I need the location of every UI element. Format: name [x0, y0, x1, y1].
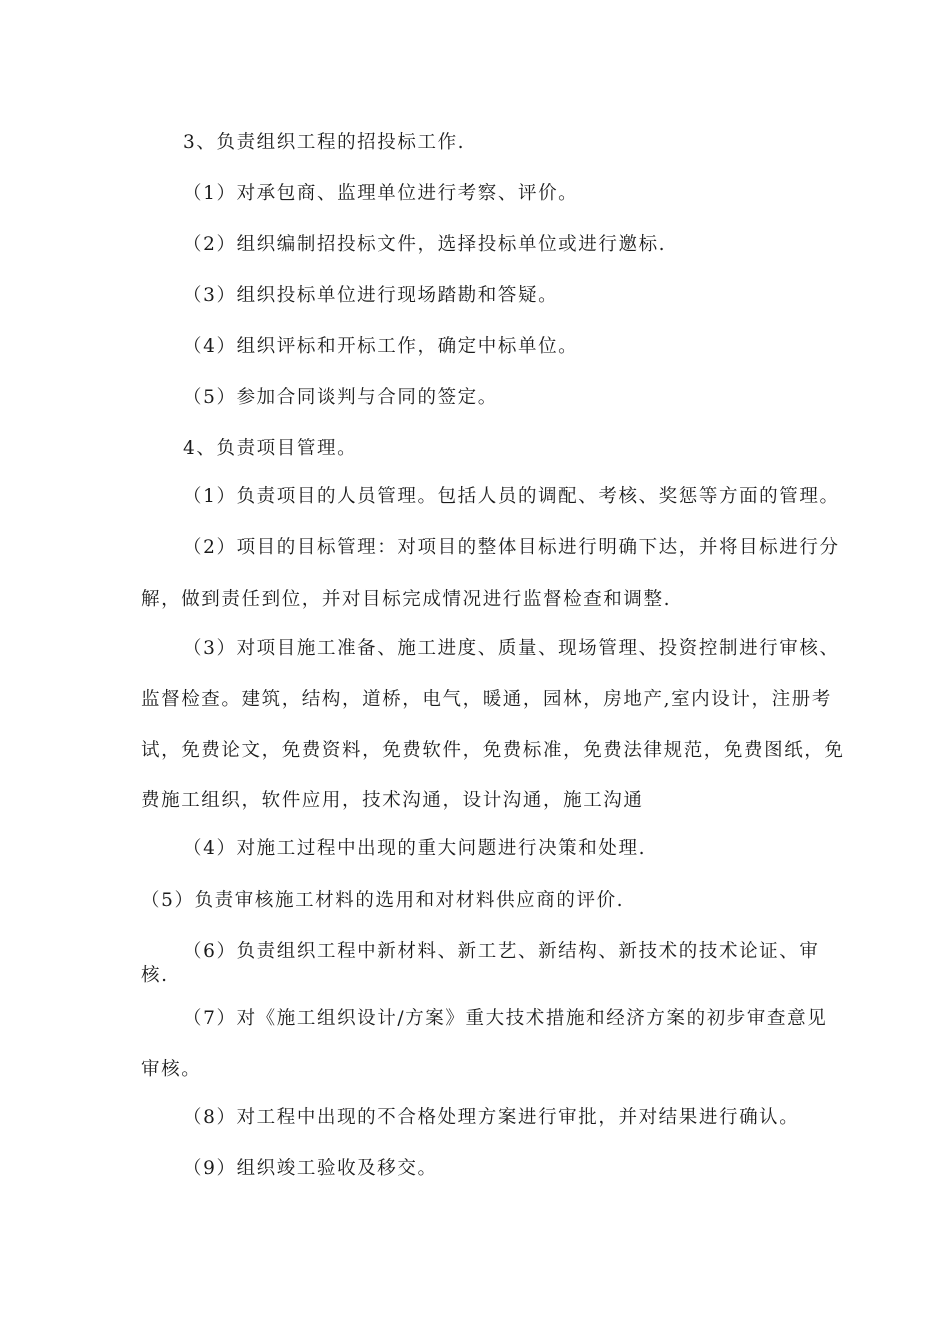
list-item-3-1: （1）对承包商、监理单位进行考察、评价。: [183, 183, 579, 204]
list-item-3-3: （3）组织投标单位进行现场踏勘和答疑。: [183, 285, 559, 306]
list-item-4-6-line-2: 核.: [141, 965, 169, 986]
list-item-4-2-line-1: （2）项目的目标管理：对项目的整体目标进行明确下达，并将目标进行分: [183, 537, 840, 558]
section-heading-4: 4、负责项目管理。: [183, 438, 358, 459]
list-item-4-8: （8）对工程中出现的不合格处理方案进行审批，并对结果进行确认。: [183, 1107, 800, 1128]
list-item-3-4: （4）组织评标和开标工作，确定中标单位。: [183, 336, 579, 357]
list-item-4-4: （4）对施工过程中出现的重大问题进行决策和处理.: [183, 838, 647, 859]
list-item-4-3-line-4: 费施工组织，软件应用，技术沟通，设计沟通，施工沟通: [141, 790, 644, 811]
list-item-4-7-line-2: 审核。: [141, 1059, 202, 1080]
list-item-4-2-line-2: 解，做到责任到位，并对目标完成情况进行监督检查和调整.: [141, 589, 672, 610]
list-item-4-3-line-3: 试，免费论文，免费资料，免费软件，免费标准，免费法律规范，免费图纸，免: [141, 740, 845, 761]
list-item-4-5: （5）负责审核施工材料的选用和对材料供应商的评价.: [141, 890, 625, 911]
section-heading-3: 3、负责组织工程的招投标工作.: [183, 132, 466, 153]
list-item-4-6-line-1: （6）负责组织工程中新材料、新工艺、新结构、新技术的技术论证、审: [183, 941, 820, 962]
list-item-3-5: （5）参加合同谈判与合同的签定。: [183, 387, 498, 408]
list-item-4-3-line-2: 监督检查。建筑，结构，道桥，电气，暖通，园林，房地产,室内设计，注册考: [141, 689, 832, 710]
list-item-4-9: （9）组织竣工验收及移交。: [183, 1158, 438, 1179]
list-item-4-1: （1）负责项目的人员管理。包括人员的调配、考核、奖惩等方面的管理。: [183, 486, 840, 507]
list-item-3-2: （2）组织编制招投标文件，选择投标单位或进行邀标.: [183, 234, 667, 255]
list-item-4-7-line-1: （7）对《施工组织设计/方案》重大技术措施和经济方案的初步审查意见: [183, 1008, 828, 1029]
list-item-4-3-line-1: （3）对项目施工准备、施工进度、质量、现场管理、投资控制进行审核、: [183, 638, 840, 659]
